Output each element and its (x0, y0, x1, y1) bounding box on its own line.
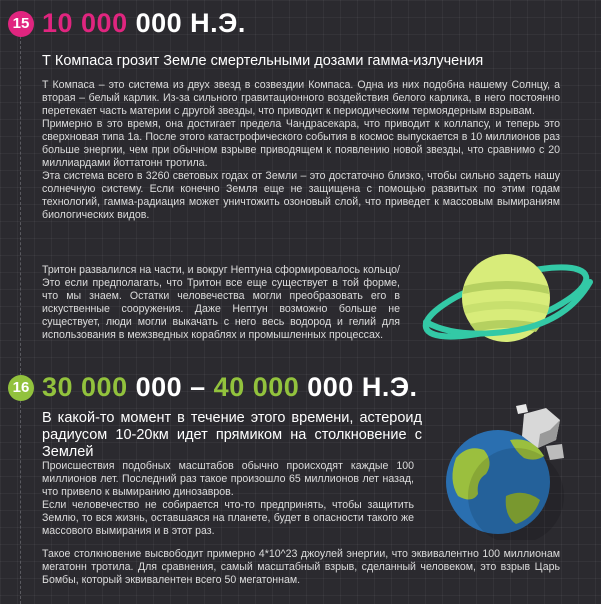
section-16-heading-rest-a: 000 – (127, 372, 214, 402)
section-15-heading (42, 8, 246, 39)
section-15-badge: 15 (8, 11, 34, 37)
section-16-badge: 16 (8, 375, 34, 401)
ringed-planet-illustration (418, 238, 598, 358)
section-15-paragraph: Примерно в это время, она достигает предела Чандрасекара, что приводит к коллапсу, и теперь это сверхновая типа 1а. После этого катастрофического события в космос выпускается в 10 миллионов раз больше энергии, чем при обычном взрыве приводящем к появлению новой звезды, что сравнимо с 20 миллиардами йоттатонн тротила. (42, 118, 560, 169)
asteroid-fragment (546, 444, 564, 460)
section-16-paragraph: Происшествия подобных масштабов обычно происходят каждые 100 миллионов лет. Последний раз такое произошло 65 миллионов лет назад, что привело к вымиранию динозавров. (42, 460, 414, 498)
triton-text: Тритон развалился на части, и вокруг Нептуна сформировалось кольцо/ Это если предполагать, что Тритон все еще существует в той форме, что мы знаем. Остатки человечества могли преобразовать его в искуственные сооружения. Даже Нептун возможно больше не существует, люди могли выкачать с него весь водород и гелий для использования в межзведных кораблях и промышленных процессах. (42, 264, 400, 341)
section-16-heading (42, 372, 418, 403)
section-16-subtitle: В какой-то момент в течение этого времени, астероид радиусом 10-20км идет прямиком на столкновение с Землей (42, 410, 422, 460)
section-15-paragraph: Эта система всего в 3260 световых годах от Земли – это достаточно близко, чтобы сильно задеть нашу солнечную систему. Если конечно Земля еще не защищена с помощью развитых по этим годам технологий, гамма-радиация может уничтожить озоновый слой, что приведет к массовым вымираниям биологических видов. (42, 170, 560, 221)
section-15-heading-accent: 10 000 (42, 8, 128, 38)
section-16-final-text: Такое столкновение высвободит примерно 4*10^23 джоулей энергии, что эквивалентно 100 миллионам мегатонн тротила. Для сравнения, самый масштабный взрыв, сделанный человеком, это взрыв Царь Бомбы, который эквивалентен всего 50 мегатоннам. (42, 548, 560, 586)
section-15-subtitle: Т Компаса грозит Земле смертельными дозами гамма-излучения (42, 53, 484, 69)
timeline-line-top (20, 36, 21, 376)
section-16-body (42, 460, 414, 538)
asteroid-earth-illustration (428, 400, 578, 540)
section-15-body (42, 79, 560, 222)
section-15-paragraph: Т Компаса – это система из двух звезд в созвездии Компаса. Одна из них подобна нашему Солнцу, а вторая – белый карлик. Из-за сильного гравитационного воздействия белого карлика, в него постоянно перетекает часть материи с другой звезды, что приводит к периодическим термоядерным взрывам. (42, 79, 560, 117)
earth-shadow (468, 448, 564, 540)
section-16-paragraph: Если человечество не собирается что-то предпринять, чтобы защитить Землю, то вся жизнь, оставшаяся на планете, будет в опасности такого же массового вымирания и в этот раз. (42, 499, 414, 537)
asteroid-fragment (516, 404, 528, 414)
section-15-heading-rest: 000 Н.Э. (127, 8, 246, 38)
section-16-heading-accent-b: 40 000 (213, 372, 300, 402)
timeline-line-bottom (20, 400, 21, 604)
section-16-heading-rest-b: 000 Н.Э. (299, 372, 418, 402)
section-16-heading-accent-a: 30 000 (42, 372, 128, 402)
